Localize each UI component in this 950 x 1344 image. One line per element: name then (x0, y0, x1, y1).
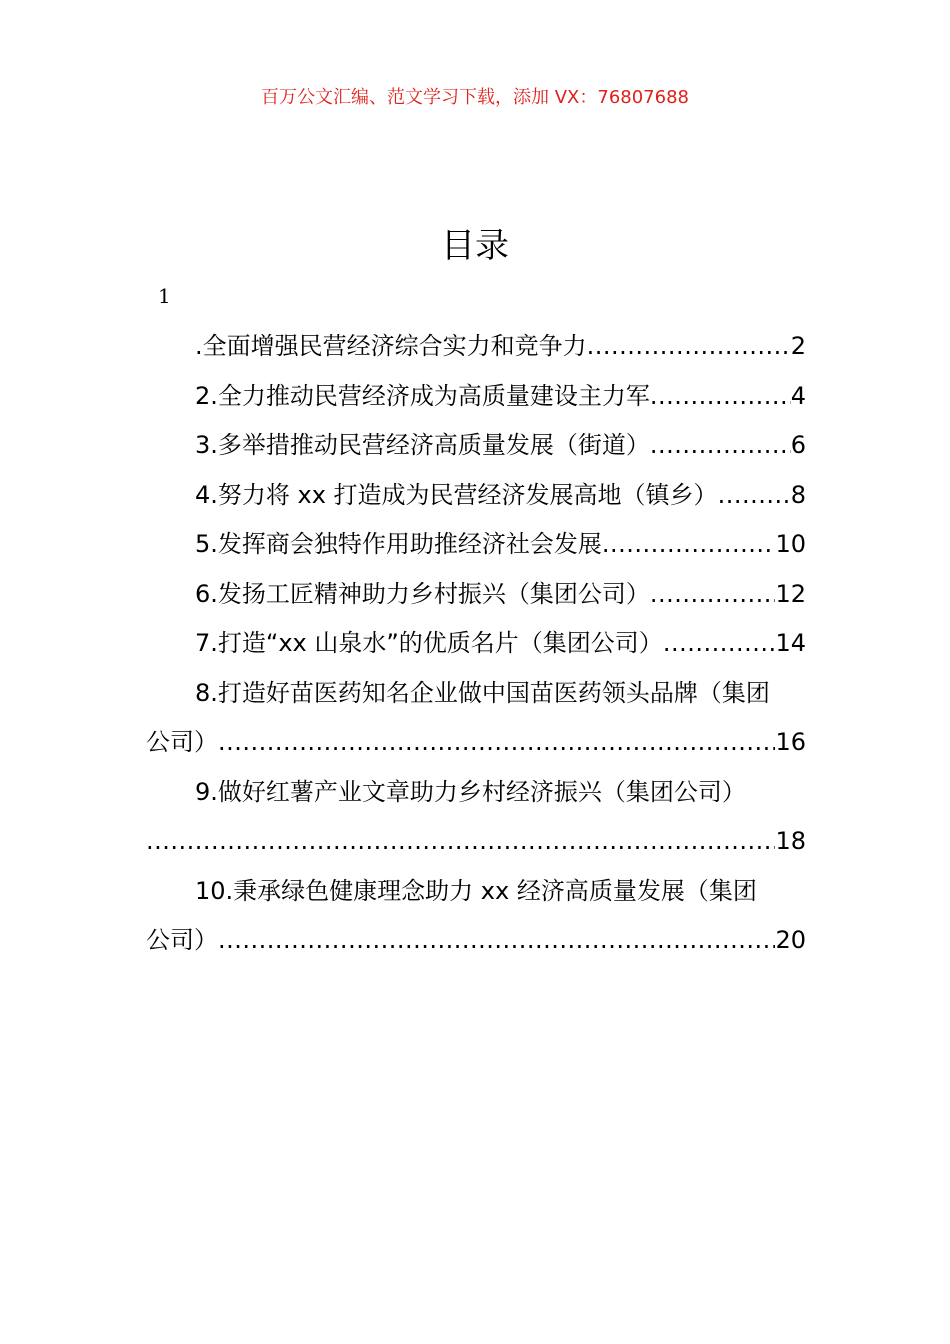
toc-leader-dots (218, 916, 775, 966)
toc-entry-8[interactable] (146, 669, 806, 768)
toc-leader-dots (146, 817, 775, 867)
toc-entry-4[interactable] (146, 471, 806, 521)
toc-entry-title: 3.多举措推动民营经济高质量发展（街道） (195, 431, 650, 459)
toc-entry-page: 20 (775, 926, 806, 954)
toc-leader-dots (218, 718, 775, 768)
toc-entry-2[interactable] (146, 372, 806, 422)
toc-entry-title: 9.做好红薯产业文章助力乡村经济振兴（集团公司） (195, 777, 746, 806)
toc-entry-10[interactable] (146, 867, 806, 966)
toc-entry-title: 4.努力将 xx 打造成为民营经济发展高地（镇乡） (195, 480, 718, 509)
toc-entry-page: 2 (790, 332, 806, 360)
toc-entry-7[interactable] (146, 619, 806, 669)
toc-leader-dots (602, 520, 776, 570)
toc-entry-title-continued: 公司） (146, 728, 218, 756)
toc-entry-title: 8.打造好苗医药知名企业做中国苗医药领头品牌（集团 (195, 678, 770, 707)
toc-entry-title: 10.秉承绿色健康理念助力 xx 经济高质量发展（集团 (195, 876, 757, 905)
toc-entry-page: 14 (775, 629, 806, 657)
toc-leader-dots (663, 619, 776, 669)
toc-entry-3[interactable] (146, 421, 806, 471)
page-marker: 1 (158, 284, 171, 308)
toc-entry-title: .全面增强民营经济综合实力和竞争力 (195, 332, 587, 360)
toc-leader-dots (650, 372, 791, 422)
toc-entry-page: 6 (790, 431, 806, 459)
toc-entry-5[interactable] (146, 520, 806, 570)
toc-entry-title: 5.发挥商会独特作用助推经济社会发展 (195, 530, 602, 558)
toc-leader-dots (587, 322, 791, 372)
toc-leader-dots (650, 421, 791, 471)
toc-entry-page: 8 (790, 480, 806, 509)
toc-entry-9[interactable] (146, 768, 806, 867)
watermark-header: 百万公文汇编、范文学习下载，添加 VX：76807688 (261, 87, 689, 108)
toc-entry-page: 16 (775, 728, 806, 756)
toc-entry-1[interactable] (146, 322, 806, 372)
toc-entry-page: 4 (790, 381, 806, 410)
toc-entry-title: 7.打造“xx 山泉水”的优质名片（集团公司） (195, 629, 663, 657)
toc-entry-page: 10 (775, 530, 806, 558)
toc-entry-title: 6.发扬工匠精神助力乡村振兴（集团公司） (195, 579, 650, 608)
toc-entry-page: 18 (775, 827, 806, 855)
table-of-contents (146, 322, 806, 966)
toc-leader-dots (718, 471, 791, 521)
page-title: 目录 (441, 226, 509, 266)
toc-entry-title-continued: 公司） (146, 926, 218, 954)
toc-entry-6[interactable] (146, 570, 806, 620)
toc-entry-title: 2.全力推动民营经济成为高质量建设主力军 (195, 381, 650, 410)
toc-leader-dots (650, 570, 776, 620)
toc-entry-page: 12 (775, 579, 806, 608)
